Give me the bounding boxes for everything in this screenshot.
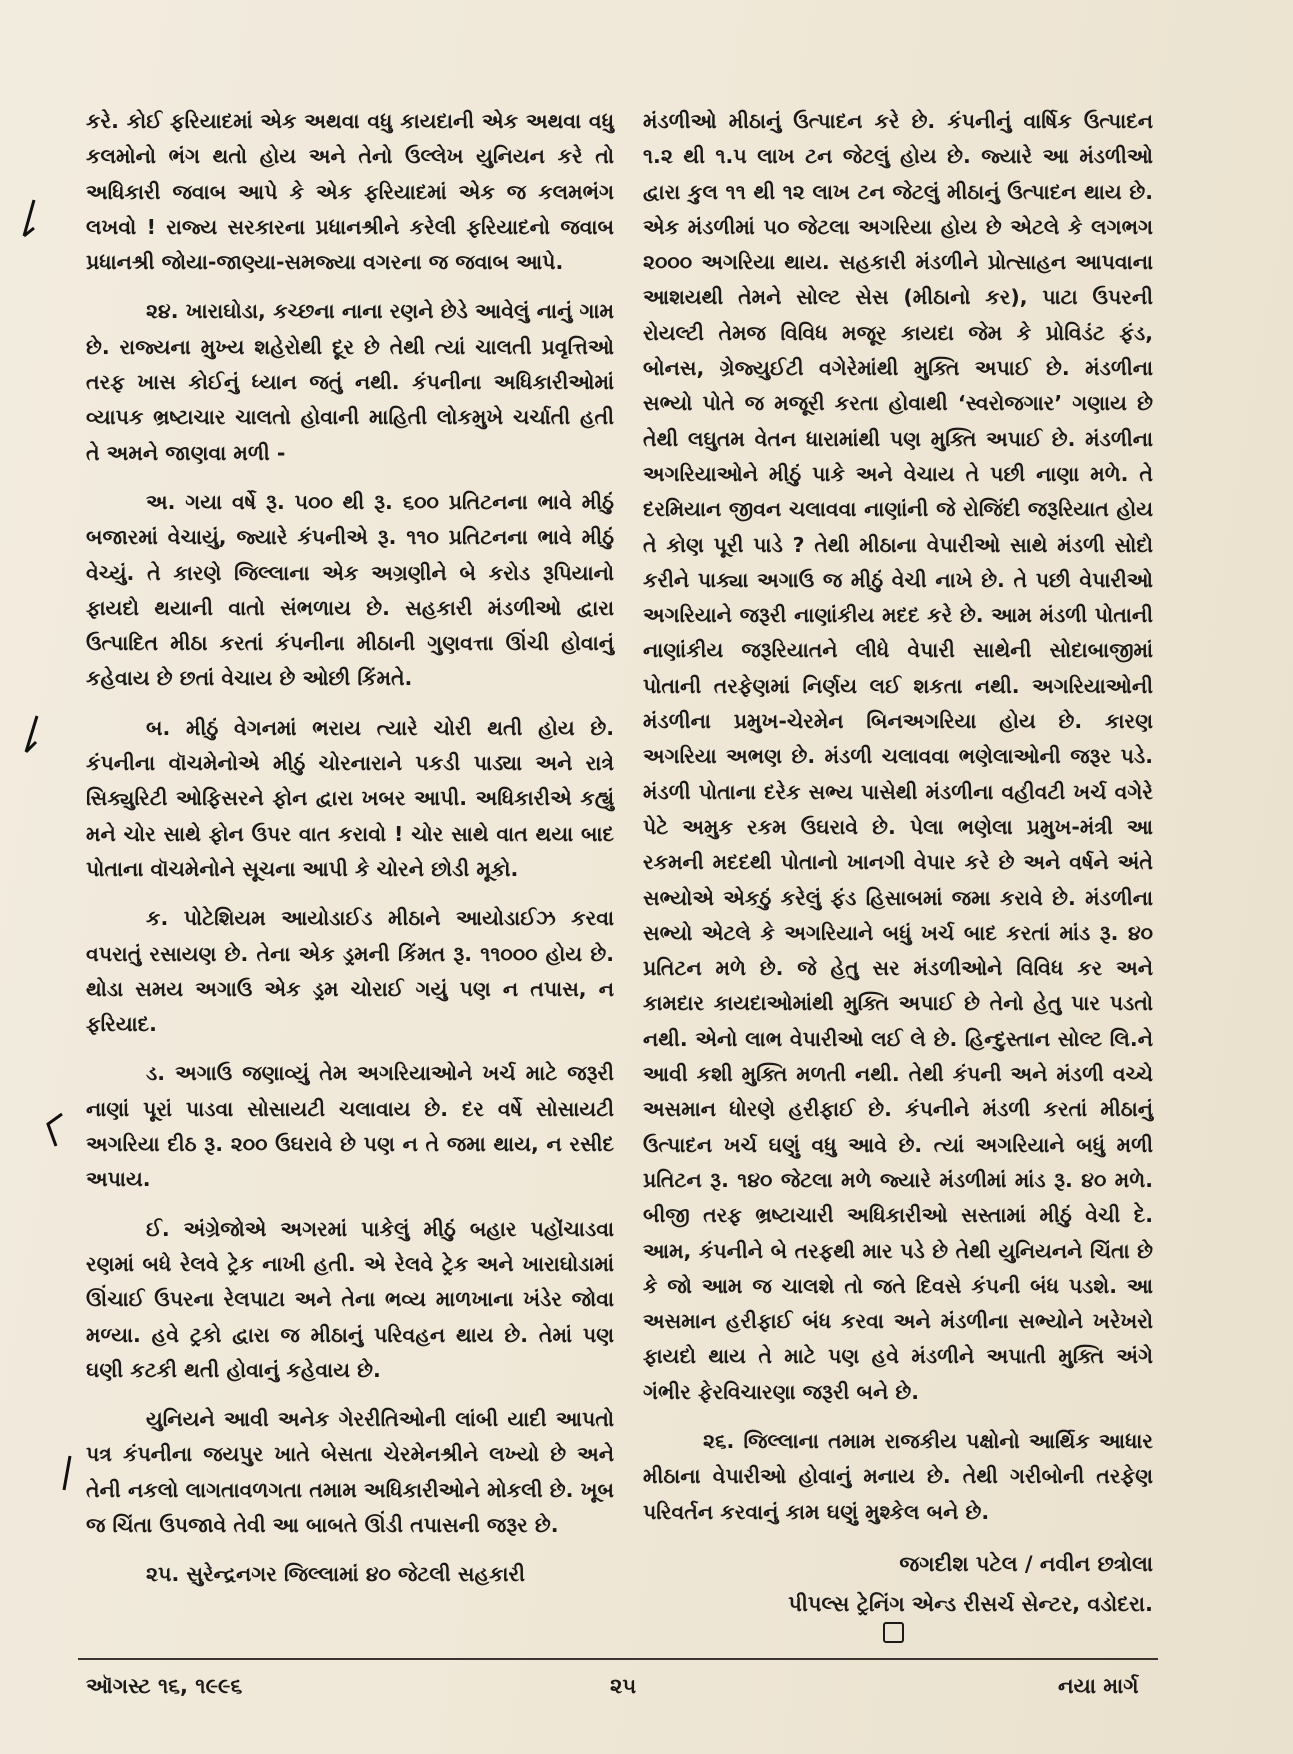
paragraph-union-letter: યુનિયને આવી અનેક ગેરરીતિઓની લાંબી યાદી આપતો પત્ર કંપનીના જયપુર ખાતે બેસતા ચેરમેનશ્રીને લખ્યો છે અને તેની નકલો લાગતાવળગતા તમામ અધિકારીઓને મોકલી છે. ખૂબ જ ચિંતા ઉપજાવે તેવી આ બાબતે ઊંડી તપાસની જરૂર છે. xyxy=(86,1407,614,1537)
margin-pen-mark xyxy=(42,1108,64,1152)
paragraph-d: ડ. અગાઉ જણાવ્યું તેમ અગરિયાઓને ખર્ચ માટે જરૂરી નાણાં પૂરાં પાડવા સોસાયટી ચલાવાય છે. દર વર્ષે સોસાયટી અગરિયા દીઠ રૂ. ૨૦૦ ઉઘરાવે છે પણ ન તે જમા થાય, ન રસીદ અપાય. xyxy=(86,1061,614,1192)
paragraph-e: ઈ. અંગ્રેજોએ અગરમાં પાકેલું મીઠું બહાર પહોંચાડવા રણમાં બધે રેલવે ટ્રેક નાખી હતી. એ રેલવે ટ્રેક અને ખારાઘોડામાં ઊંચાઈ ઉપરના રેલપાટા અને તેના ભવ્ય માળખાના ખંડેર જોવા મળ્યા. હવે ટ્રકો દ્વારા જ મીઠાનું પરિવહન થાય છે. તેમાં પણ ઘણી કટકી થતી હોવાનું કહેવાય છે. xyxy=(86,1216,614,1382)
left-text-column xyxy=(86,104,614,1607)
footer-divider xyxy=(78,1658,1158,1660)
author-names: જગદીશ પટેલ / નવીન છત્રોલા xyxy=(899,1551,1153,1576)
right-text-column xyxy=(643,104,1153,1624)
paragraph-25-start: ૨૫. સુરેન્દ્રનગર જિલ્લામાં ૪૦ જેટલી સહકારી xyxy=(146,1562,525,1587)
footer-date: ઑગસ્ટ ૧૬, ૧૯૯૬ xyxy=(86,1674,243,1698)
margin-pen-mark xyxy=(18,196,40,240)
end-of-article-box xyxy=(883,1622,904,1643)
paragraph-a: અ. ગયા વર્ષે રૂ. ૫૦૦ થી રૂ. ૬૦૦ પ્રતિટનના ભાવે મીઠું બજારમાં વેચાયું, જ્યારે કંપનીએ રૂ. ૧૧૦ પ્રતિટનના ભાવે મીઠું વેચ્યું. તે કારણે જિલ્લાના એક અગ્રણીને બે કરોડ રૂપિયાનો ફાયદો થયાની વાતો સંભળાય છે. સહકારી મંડળીઓ દ્વારા ઉત્પાદિત મીઠા કરતાં કંપનીના મીઠાની ગુણવત્તા ઊંચી હોવાનું કહેવાય છે છતાં વેચાય છે ઓછી કિંમતે. xyxy=(86,489,614,691)
paragraph-k: ક. પોટેશિયમ આયોડાઈડ મીઠાને આયોડાઈઝ કરવા વપરાતું રસાયણ છે. તેના એક ડ્રમની કિંમત રૂ. ૧૧૦૦૦ હોય છે. થોડા સમય અગાઉ એક ડ્રમ ચોરાઈ ગયું પણ ન તપાસ, ન ફરિયાદ. xyxy=(86,906,614,1037)
author-signature xyxy=(643,1544,1153,1624)
page-number: ૨૫ xyxy=(610,1674,637,1698)
paragraph-24: ૨૪. ખારાઘોડા, કચ્છના નાના રણને છેડે આવેલું નાનું ગામ છે. રાજ્યના મુખ્ય શહેરોથી દૂર છે તેથી ત્યાં ચાલતી પ્રવૃત્તિઓ તરફ ખાસ કોઈનું ધ્યાન જતું નથી. કંપનીના અધિકારીઓમાં વ્યાપક ભ્રષ્ટાચાર ચાલતો હોવાની માહિતી લોકમુખે ચર્ચાતી હતી તે અમને જાણવા મળી - xyxy=(86,299,614,465)
magazine-name: નયા માર્ગ xyxy=(1058,1674,1139,1698)
paragraph-26: ૨૬. જિલ્લાના તમામ રાજકીય પક્ષોનો આર્થિક આધાર મીઠાના વેપારીઓ હોવાનું મનાય છે. તેથી ગરીબોની તરફેણ પરિવર્તન કરવાનું કામ ઘણું મુશ્કેલ બને છે. xyxy=(643,1428,1153,1524)
margin-pen-mark xyxy=(56,1452,78,1496)
paragraph-25-continued: મંડળીઓ મીઠાનું ઉત્પાદન કરે છે. કંપનીનું વાર્ષિક ઉત્પાદન ૧.૨ થી ૧.૫ લાખ ટન જેટલું હોય છે. જ્યારે આ મંડળીઓ દ્વારા કુલ ૧૧ થી ૧૨ લાખ ટન જેટલું મીઠાનું ઉત્પાદન થાય છે. એક મંડળીમાં ૫૦ જેટલા અગરિયા હોય છે એટલે કે લગભગ ૨૦૦૦ અગરિયા થાય. સહકારી મંડળીને પ્રોત્સાહન આપવાના આશયથી તેમને સોલ્ટ સેસ (મીઠાનો કર), પાટા ઉપરની રોયલ્ટી તેમજ વિવિધ મજૂર કાયદા જેમ કે પ્રોવિડંટ ફંડ, બોનસ, ગ્રેજ્યુઈટી વગેરેમાંથી મુક્તિ અપાઈ છે. મંડળીના સભ્યો પોતે જ મજૂરી કરતા હોવાથી ‘સ્વરોજગાર’ ગણાય છે તેથી લઘુતમ વેતન ધારામાંથી પણ મુક્તિ અપાઈ છે. મંડળીના અગરિયાઓને મીઠું પાકે અને વેચાય તે પછી નાણા મળે. તે દરમિયાન જીવન ચલાવવા નાણાંની જે રોજિંદી જરૂરિયાત હોય તે કોણ પૂરી પાડે ? તેથી મીઠાના વેપારીઓ સાથે મંડળી સોદો કરીને પાક્યા અગાઉ જ મીઠું વેચી નાખે છે. તે પછી વેપારીઓ અગરિયાને જરૂરી નાણાંકીય મદદ કરે છે. આમ મંડળી પોતાની નાણાંકીય જરૂરિયાતને લીધે વેપારી સાથેની સોદાબાજીમાં પોતાની તરફેણમાં નિર્ણય લઈ શકતા નથી. અગરિયાઓની મંડળીના પ્રમુખ-ચેરમેન બિનઅગરિયા હોય છે. કારણ અગરિયા અભણ છે. મંડળી ચલાવવા ભણેલાઓની જરૂર પડે. મંડળી પોતાના દરેક સભ્ય પાસેથી મંડળીના વહીવટી ખર્ચ વગેરે પેટે અમુક રકમ ઉઘરાવે છે. પેલા ભણેલા પ્રમુખ-મંત્રી આ રકમની મદદથી પોતાનો ખાનગી વેપાર કરે છે અને વર્ષને અંતે સભ્યોએ એકઠું કરેલું ફંડ હિસાબમાં જમા કરાવે છે. મંડળીના સભ્યો એટલે કે અગરિયાને બધું ખર્ચ બાદ કરતાં માંડ રૂ. ૪૦ પ્રતિટન મળે છે. જે હેતુ સર મંડળીઓને વિવિધ કર અને કામદાર કાયદાઓમાંથી મુક્તિ અપાઈ છે તેનો હેતુ પાર પડતો નથી. એનો લાભ વેપારીઓ લઈ લે છે. હિન્દુસ્તાન સોલ્ટ લિ.ને આવી કશી મુક્તિ મળતી નથી. તેથી કંપની અને મંડળી વચ્ચે અસમાન ધોરણે હરીફાઈ છે. કંપનીને મંડળી કરતાં મીઠાનું ઉત્પાદન ખર્ચ ઘણું વધુ આવે છે. ત્યાં અગરિયાને બધું મળી પ્રતિટન રૂ. ૧૪૦ જેટલા મળે જ્યારે મંડળીમાં માંડ રૂ. ૪૦ મળે. બીજી તરફ ભ્રષ્ટાચારી અધિકારીઓ સસ્તામાં મીઠું વેચી દે. આમ, કંપનીને બે તરફથી માર પડે છે તેથી યુનિયનને ચિંતા છે કે જો આમ જ ચાલશે તો જતે દિવસે કંપની બંધ પડશે. આ અસમાન હરીફાઈ બંધ કરવા અને મંડળીના સભ્યોને ખરેખરો ફાયદો થાય તે માટે પણ હવે મંડળીને અપાતી મુક્તિ અંગે ગંભીર ફેરવિચારણા જરૂરી બને છે. xyxy=(643,109,1153,1404)
author-organization: પીપલ્સ ટ્રેનિંગ એન્ડ રીસર્ચ સેન્ટર, વડોદરા. xyxy=(788,1591,1153,1616)
paragraph: કરે. કોઈ ફરિયાદમાં એક અથવા વધુ કાયદાની એક અથવા વધુ કલમોનો ભંગ થતો હોય અને તેનો ઉલ્લેખ યુનિયન કરે તો અધિકારી જવાબ આપે કે એક ફરિયાદમાં એક જ કલમભંગ લખવો ! રાજ્ય સરકારના પ્રધાનશ્રીને કરેલી ફરિયાદનો જવાબ પ્રધાનશ્રી જોયા-જાણ્યા-સમજ્યા વગરના જ જવાબ આપે. xyxy=(86,109,614,275)
paragraph-b: બ. મીઠું વેગનમાં ભરાય ત્યારે ચોરી થતી હોય છે. કંપનીના વૉચમેનોએ મીઠું ચોરનારાને પકડી પાડ્યા અને રાત્રે સિક્યુરિટી ઓફિસરને ફોન દ્વારા ખબર આપી. અધિકારીએ કહ્યું મને ચોર સાથે ફોન ઉપર વાત કરાવો ! ચોર સાથે વાત થયા બાદ પોતાના વૉચમેનોને સૂચના આપી કે ચોરને છોડી મૂકો. xyxy=(86,715,614,881)
margin-pen-mark xyxy=(20,712,42,756)
